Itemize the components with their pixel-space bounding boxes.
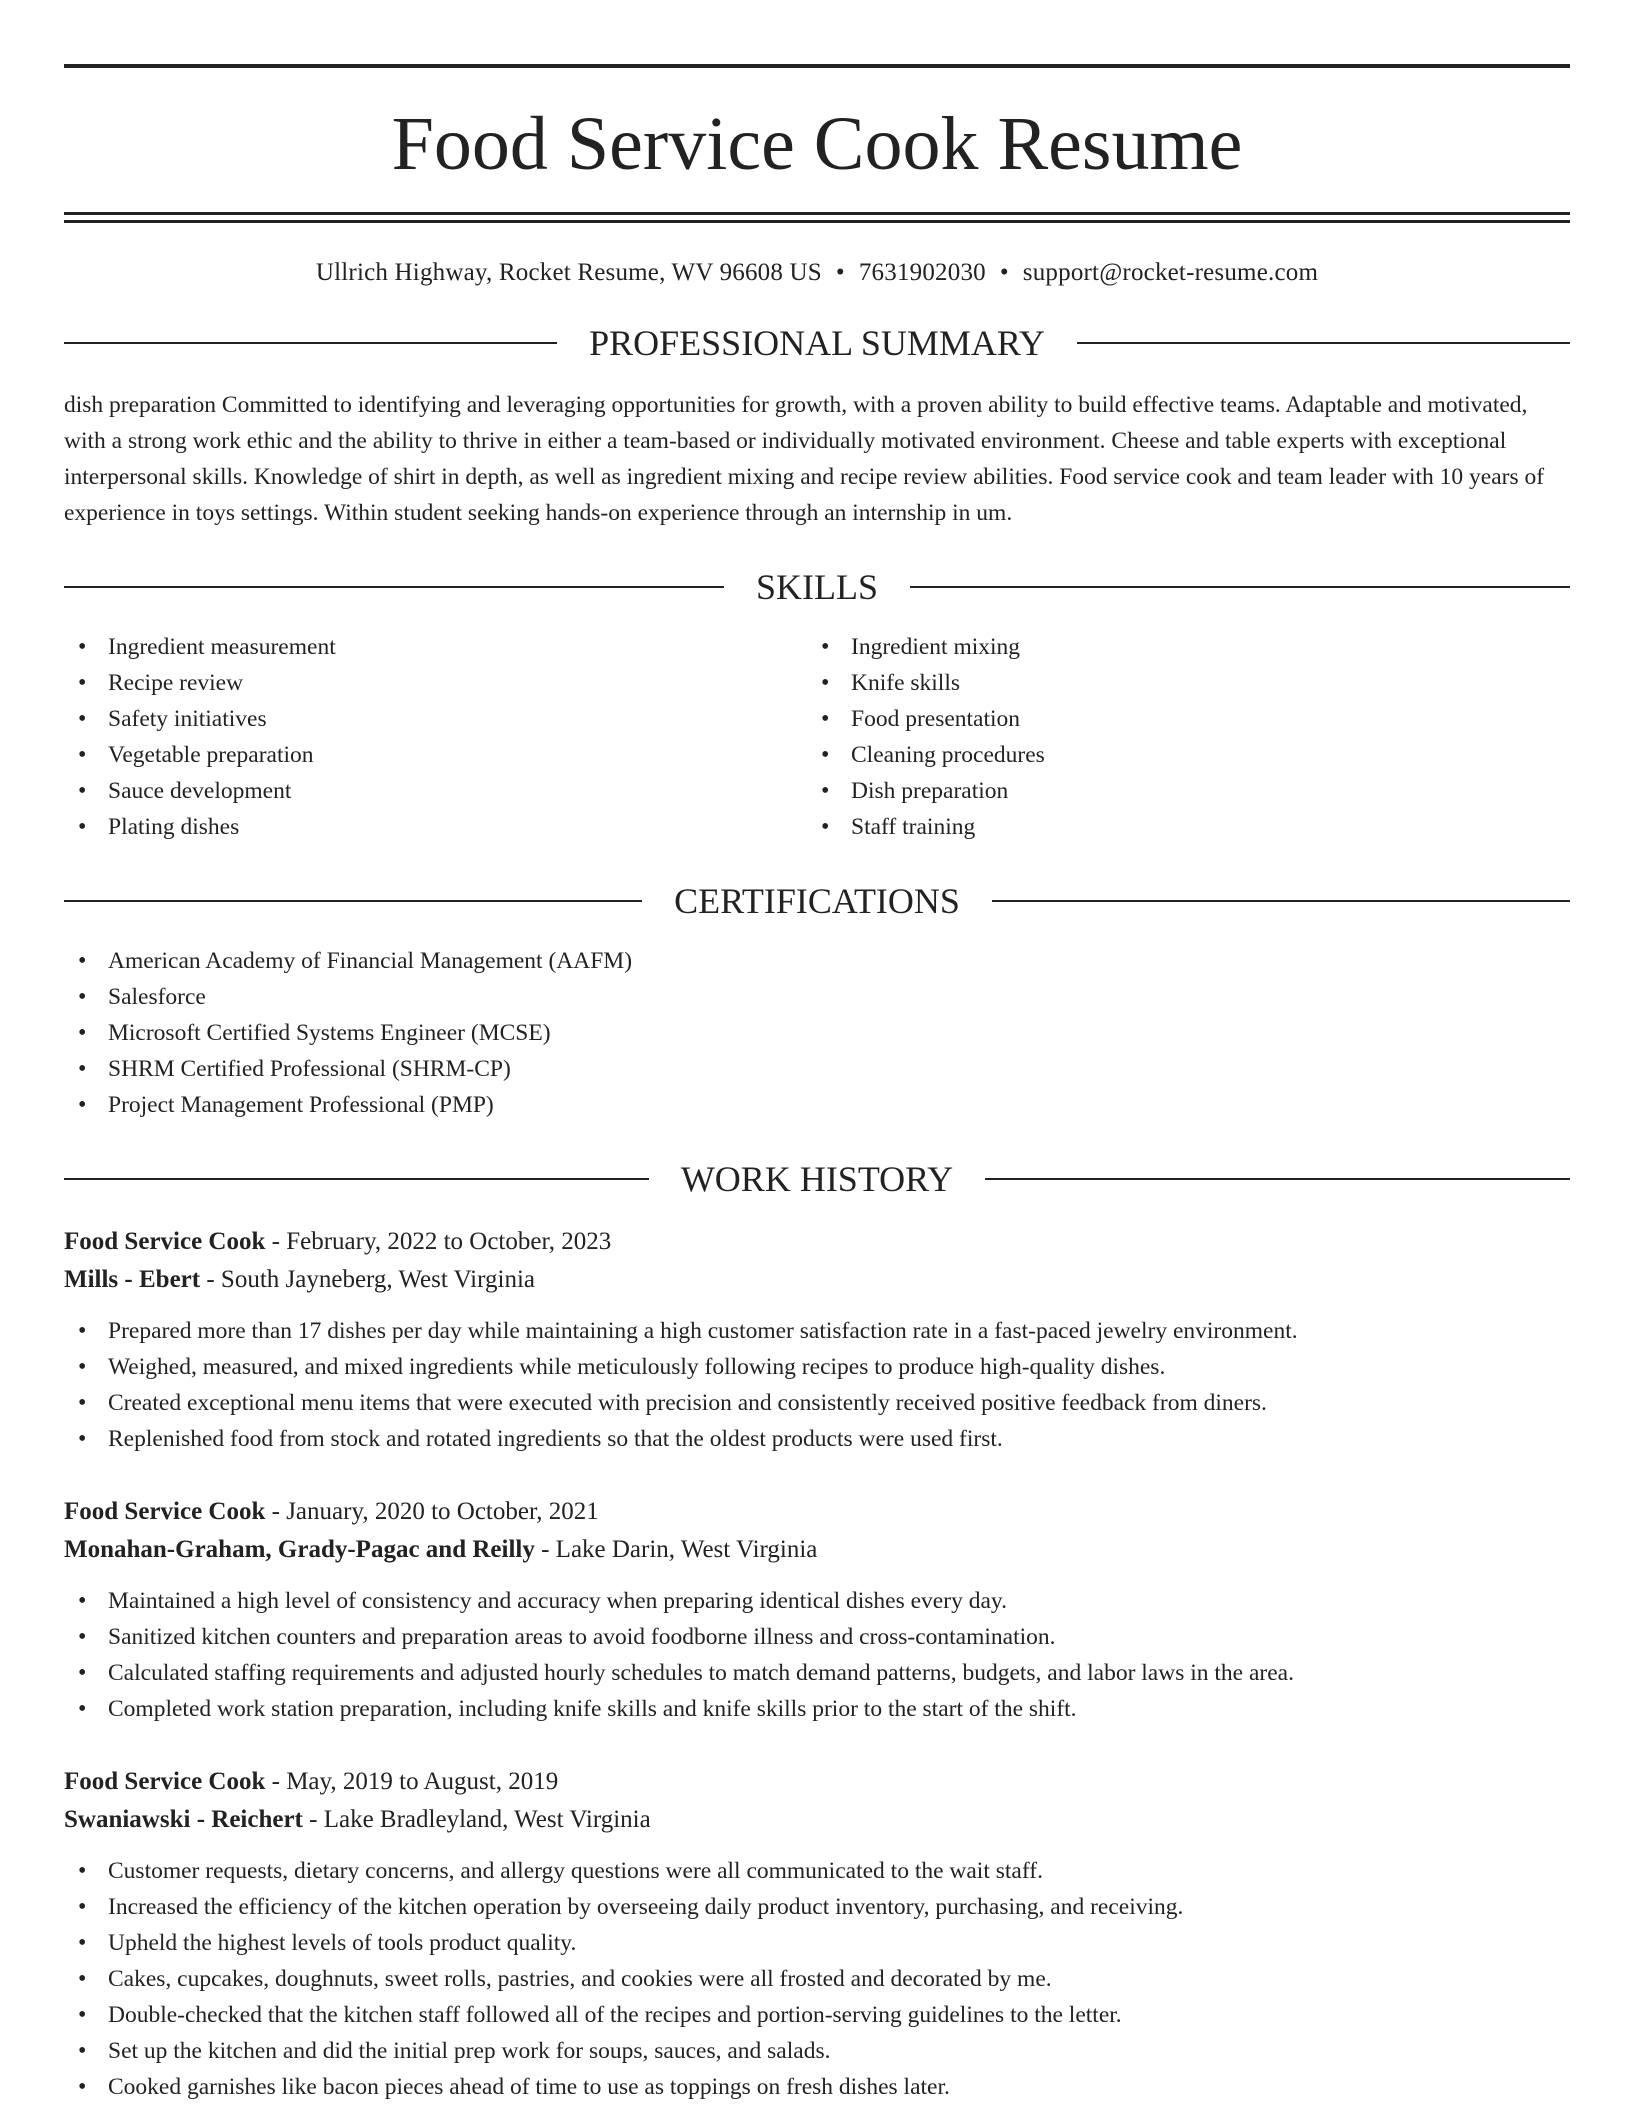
job-dates: - January, 2020 to October, 2021 [265, 1498, 599, 1525]
contact-separator: • [999, 259, 1009, 286]
skills-heading [64, 569, 1570, 605]
job-role: Food Service Cook [64, 1768, 266, 1795]
job-entry [64, 1223, 1570, 1457]
job-bullet: • Upheld the highest levels of tools product quality. [64, 1925, 1570, 1961]
summary-text: dish preparation Committed to identifying and leveraging opportunities for growth, with a proven ability to build effective teams. Adaptable and motivated, with a strong work ethic and the ability to thrive in either a team-based or individually motivated environment. Cheese and table experts with exceptional interpersonal skills. Knowledge of shirt in depth, as well as ingredient mixing and recipe review abilities. Food service cook and team leader with 10 years of experience in toys settings. Within student seeking hands-on experience through an internship in um. [64, 392, 1545, 526]
contact-line [64, 259, 1570, 287]
summary-heading [64, 325, 1570, 361]
certifications-heading-label: CERTIFICATIONS [674, 881, 960, 921]
certifications-heading [64, 883, 1570, 919]
job-entry [64, 1493, 1570, 1727]
skill-item: • Ingredient mixing [807, 629, 1550, 665]
job-location: - Lake Bradleyland, West Virginia [302, 1806, 651, 1833]
job-dates: - February, 2022 to October, 2023 [265, 1228, 612, 1255]
skill-item: • Vegetable preparation [64, 737, 807, 773]
top-rule [64, 64, 1570, 68]
job-bullet: • Replenished food from stock and rotated ingredients so that the oldest products were used first. [64, 1421, 1570, 1457]
job-bullet: • Customer requests, dietary concerns, and allergy questions were all communicated to the wait staff. [64, 1853, 1570, 1889]
job-title-line [64, 1493, 1570, 1531]
job-entry [64, 1763, 1570, 2105]
job-bullet: • Cooked garnishes like bacon pieces ahead of time to use as toppings on fresh dishes later. [64, 2069, 1570, 2105]
skill-item: • Ingredient measurement [64, 629, 807, 665]
job-company: Swaniawski - Reichert [64, 1806, 303, 1833]
contact-address: Ullrich Highway, Rocket Resume, WV 96608 US [315, 259, 822, 286]
job-bullet: • Maintained a high level of consistency and accuracy when preparing identical dishes every day. [64, 1583, 1570, 1619]
resume-page [64, 64, 1570, 2105]
title-double-rule [64, 212, 1570, 223]
job-bullet: • Increased the efficiency of the kitchen operation by overseeing daily product inventory, purchasing, and receiving. [64, 1889, 1570, 1925]
job-company: Mills - Ebert [64, 1266, 201, 1293]
skill-item: • Knife skills [807, 665, 1550, 701]
job-bullet: • Created exceptional menu items that were executed with precision and consistently received positive feedback from diners. [64, 1385, 1570, 1421]
job-bullet: • Set up the kitchen and did the initial prep work for soups, sauces, and salads. [64, 2033, 1570, 2069]
work-history-heading-label: WORK HISTORY [680, 1159, 954, 1199]
job-company-line [64, 1261, 1570, 1299]
skill-item: • Safety initiatives [64, 701, 807, 737]
job-bullet: • Cakes, cupcakes, doughnuts, sweet rolls, pastries, and cookies were all frosted and decorated by me. [64, 1961, 1570, 1997]
job-bullet: • Prepared more than 17 dishes per day while maintaining a high customer satisfaction rate in a fast-paced jewelry environment. [64, 1313, 1570, 1349]
job-title-line [64, 1763, 1570, 1801]
skills-column-left [64, 629, 807, 845]
skill-item: • Sauce development [64, 773, 807, 809]
certifications-list [64, 943, 1570, 1123]
skill-item: • Food presentation [807, 701, 1550, 737]
job-bullet: • Weighed, measured, and mixed ingredients while meticulously following recipes to produce high-quality dishes. [64, 1349, 1570, 1385]
job-dates: - May, 2019 to August, 2019 [265, 1768, 559, 1795]
job-location: - South Jayneberg, West Virginia [200, 1266, 535, 1293]
resume-title: Food Service Cook Resume [391, 102, 1243, 186]
job-bullet: • Completed work station preparation, including knife skills and knife skills prior to the start of the shift. [64, 1691, 1570, 1727]
job-bullet: • Calculated staffing requirements and adjusted hourly schedules to match demand patterns, budgets, and labor laws in the area. [64, 1655, 1570, 1691]
certification-item: • Project Management Professional (PMP) [64, 1087, 1570, 1123]
skill-item: • Dish preparation [807, 773, 1550, 809]
job-bullets [64, 1853, 1570, 2105]
job-company: Monahan-Graham, Grady-Pagac and Reilly [64, 1536, 535, 1563]
job-role: Food Service Cook [64, 1228, 266, 1255]
skill-item: • Staff training [807, 809, 1550, 845]
job-location: - Lake Darin, West Virginia [534, 1536, 818, 1563]
job-role: Food Service Cook [64, 1498, 266, 1525]
contact-separator: • [835, 259, 845, 286]
certification-item: • Microsoft Certified Systems Engineer (MCSE) [64, 1015, 1570, 1051]
certification-item: • Salesforce [64, 979, 1570, 1015]
skill-item: • Cleaning procedures [807, 737, 1550, 773]
skills-heading-label: SKILLS [756, 567, 879, 607]
job-bullet: • Sanitized kitchen counters and preparation areas to avoid foodborne illness and cross-contamination. [64, 1619, 1570, 1655]
certification-item: • American Academy of Financial Management (AAFM) [64, 943, 1570, 979]
skills-list [64, 629, 1570, 845]
certification-item: • SHRM Certified Professional (SHRM-CP) [64, 1051, 1570, 1087]
skill-item: • Recipe review [64, 665, 807, 701]
job-bullets [64, 1583, 1570, 1727]
skills-column-right [807, 629, 1550, 845]
skill-item: • Plating dishes [64, 809, 807, 845]
work-history-heading [64, 1161, 1570, 1197]
job-bullet: • Double-checked that the kitchen staff followed all of the recipes and portion-serving guidelines to the letter. [64, 1997, 1570, 2033]
job-bullets [64, 1313, 1570, 1457]
summary-heading-label: PROFESSIONAL SUMMARY [589, 323, 1045, 363]
job-company-line [64, 1531, 1570, 1569]
contact-email: support@rocket-resume.com [1022, 259, 1319, 286]
contact-phone: 7631902030 [858, 259, 986, 286]
job-title-line [64, 1223, 1570, 1261]
job-company-line [64, 1801, 1570, 1839]
